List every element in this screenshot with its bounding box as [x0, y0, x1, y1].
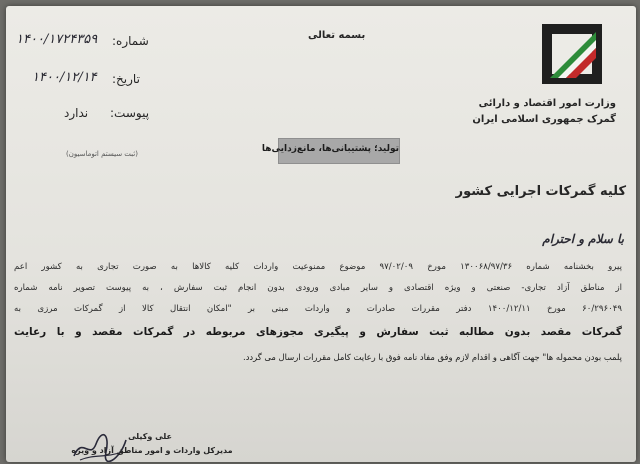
attachment-value: ندارد [64, 106, 89, 120]
body-line-2: از مناطق آزاد تجاری- صنعتی و ویژه اقتصادی و سایر مبادی ورودی بدون انجام ثبت سفارش ، به پیوست تصویر نامه شماره [14, 283, 622, 293]
body-line-4: گمرکات مقصد بدون مطالبه ثبت سفارش و پیگیری مجوزهای مربوطه در گمرکات مقصد و با رعایت [14, 326, 622, 338]
number-value: ۱۴۰۰/۱۷۲۴۳۵۹ [16, 32, 98, 47]
signatory-name: علی وکیلی [128, 432, 172, 441]
body-line-3: ۶۰/۲۹۶۰۴۹ مورخ ۱۴۰۰/۱۲/۱۱ دفتر مقررات صادرات و واردات مبنی بر "امکان انتقال کالا از گمرکات مرزی به [14, 304, 622, 314]
system-note: (ثبت سیستم اتوماسیون) [66, 150, 138, 158]
body-line-5: پلمب بودن محموله ها" جهت آگاهی و اقدام لازم وفق مفاد نامه فوق با رعایت کامل مقررات ارسال می گردد. [243, 352, 622, 362]
body-line-1: پیرو بخشنامه شماره ۱۳۰۰۶۸/۹۷/۳۶ مورخ ۹۷/۰۲/۰۹ موضوع ممنوعیت واردات کلیه کالاها به صورت تجاری به کشور اعم [14, 262, 622, 272]
ministry-name: وزارت امور اقتصاد و دارائی [478, 98, 616, 109]
date-value: ۱۴۰۰/۱۲/۱۴ [32, 70, 97, 85]
date-label: تاریخ: [112, 72, 140, 86]
customs-logo-icon [536, 18, 608, 90]
number-label: شماره: [112, 34, 149, 48]
slogan-stamp [261, 138, 400, 164]
signatory-title: مدیرکل واردات و امور مناطق آزاد و ویژه [71, 446, 233, 455]
attachment-label: پیوست: [110, 106, 150, 120]
slogan-text: تولید؛ پشتیبانی‌ها، مانع‌زدایی‌ها [261, 144, 399, 154]
letter-page [6, 6, 636, 462]
bismillah: بسمه تعالی [308, 30, 366, 41]
greeting: با سلام و احترام [542, 232, 624, 246]
agency-name: گمرک جمهوری اسلامی ایران [472, 114, 616, 125]
recipient: کلیه گمرکات اجرایی کشور [455, 184, 626, 199]
